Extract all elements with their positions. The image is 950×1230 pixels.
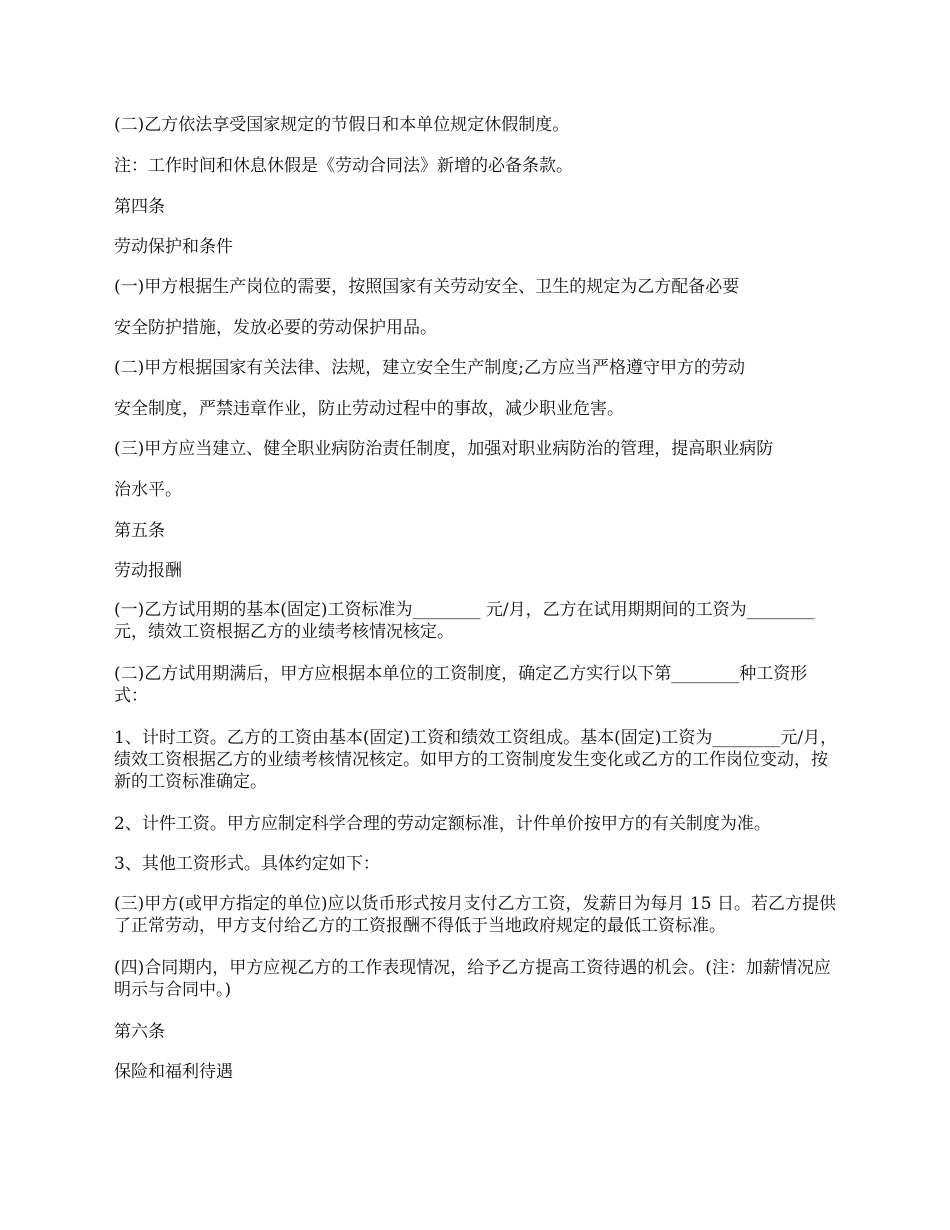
article-heading-5: 第五条: [114, 521, 165, 541]
paragraph-protection-3-line2: 治水平。: [114, 480, 182, 500]
paragraph-rest-leave: (二)乙方依法享受国家规定的节假日和本单位规定休假制度。: [114, 115, 570, 135]
paragraph-protection-2-line2: 安全制度，严禁违章作业，防止劳动过程中的事故，减少职业危害。: [114, 399, 624, 419]
article-heading-6: 第六条: [114, 1022, 165, 1042]
paragraph-other-wage: 3、其他工资形式。具体约定如下：: [114, 854, 380, 874]
paragraph-remuneration-2: (二)乙方试用期满后，甲方应根据本单位的工资制度，确定乙方实行以下第________种工资形式：: [114, 664, 808, 706]
paragraph-protection-2-line1: (二)甲方根据国家有关法律、法规，建立安全生产制度;乙方应当严格遵守甲方的劳动: [114, 358, 745, 378]
paragraph-remuneration-3: (三)甲方(或甲方指定的单位)应以货币形式按月支付乙方工资，发薪日为每月 15 日。若乙方提供了正常劳动，甲方支付给乙方的工资报酬不得低于当地政府规定的最低工资标准。: [114, 894, 836, 936]
paragraph-remuneration-4: (四)合同期内，甲方应视乙方的工作表现情况，给予乙方提高工资待遇的机会。(注：加薪情况应明示与合同中。): [114, 958, 831, 1000]
article-title-remuneration: 劳动报酬: [114, 561, 182, 581]
paragraph-protection-1-line2: 安全防护措施，发放必要的劳动保护用品。: [114, 318, 437, 338]
paragraph-note-working-hours: 注：工作时间和休息休假是《劳动合同法》新增的必备条款。: [114, 156, 573, 176]
paragraph-remuneration-1: (一)乙方试用期的基本(固定)工资标准为________ 元/月，乙方在试用期期间的工资为________ 元，绩效工资根据乙方的业绩考核情况核定。: [114, 600, 815, 642]
paragraph-protection-1-line1: (一)甲方根据生产岗位的需要，按照国家有关劳动安全、卫生的规定为乙方配备必要: [114, 277, 740, 297]
paragraph-piece-wage: 2、计件工资。甲方应制定科学合理的劳动定额标准，计件单价按甲方的有关制度为准。: [114, 814, 771, 834]
article-title-labor-protection: 劳动保护和条件: [114, 237, 233, 257]
article-title-insurance: 保险和福利待遇: [114, 1062, 233, 1082]
paragraph-protection-3-line1: (三)甲方应当建立、健全职业病防治责任制度，加强对职业病防治的管理，提高职业病防: [114, 439, 774, 459]
paragraph-time-wage: 1、计时工资。乙方的工资由基本(固定)工资和绩效工资组成。基本(固定)工资为________元/月，绩效工资根据乙方的业绩考核情况核定。如甲方的工资制度发生变化或乙方的工作岗位变动，按新的工资标准确定。: [114, 728, 838, 792]
article-heading-4: 第四条: [114, 197, 165, 217]
